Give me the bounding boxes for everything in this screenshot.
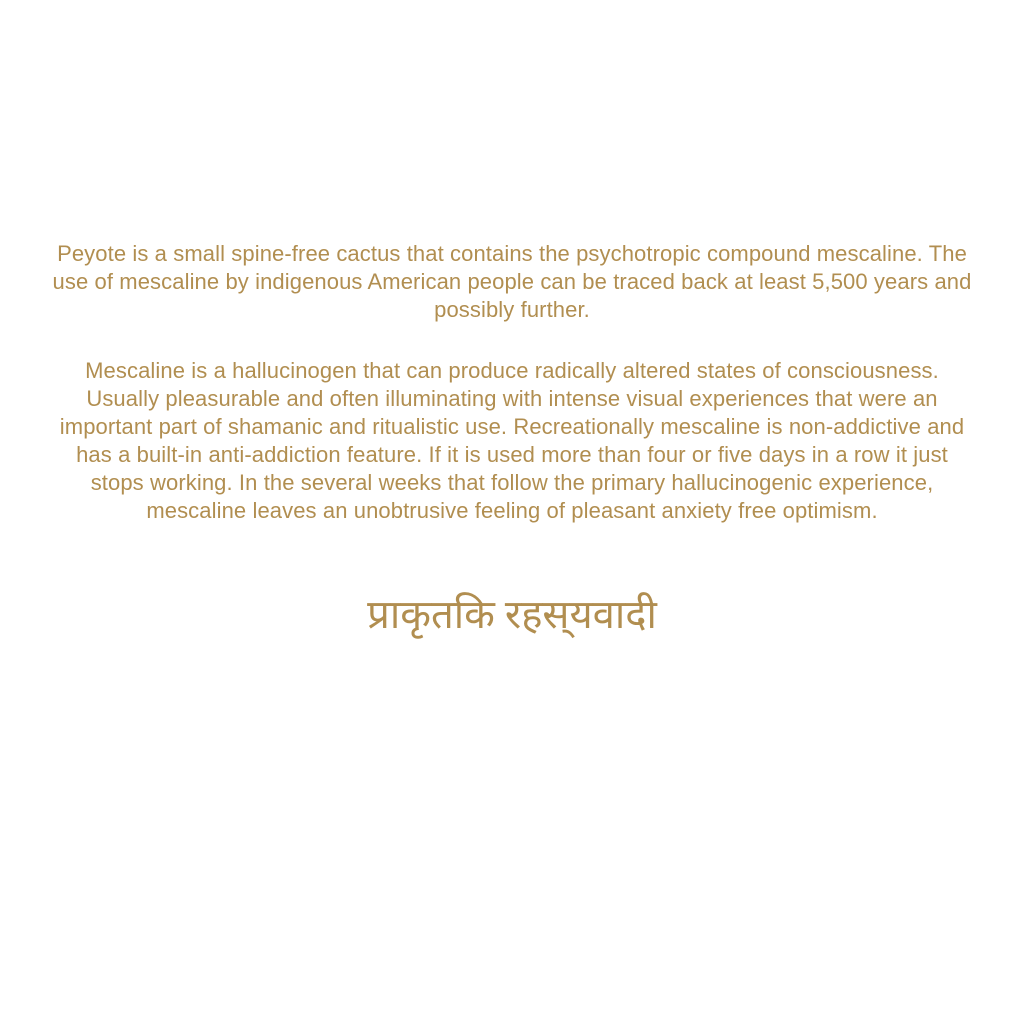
paragraph-peyote-intro: Peyote is a small spine-free cactus that contains the psychotropic compound mescaline. The use of mescaline by indigenous American people can be traced back at least 5,500 years and possibly further. [52,241,972,322]
devanagari-heading: प्राकृतकि रहस्‌यवादी [367,592,657,637]
paragraph-mescaline-effects: Mescaline is a hallucinogen that can produce radically altered states of consciousness. Usually pleasurable and often illuminating with intense visual experiences that were an important part of shamanic and ritualistic use. Recreationally mescaline is non-addictive and has a built-in anti-addiction feature. If it is used more than four or five days in a row it just stops working. In the several weeks that follow the primary hallucinogenic experience, mescaline leaves an unobtrusive feeling of pleasant anxiety free optimism. [59,358,965,523]
text-page [47,0,977,645]
